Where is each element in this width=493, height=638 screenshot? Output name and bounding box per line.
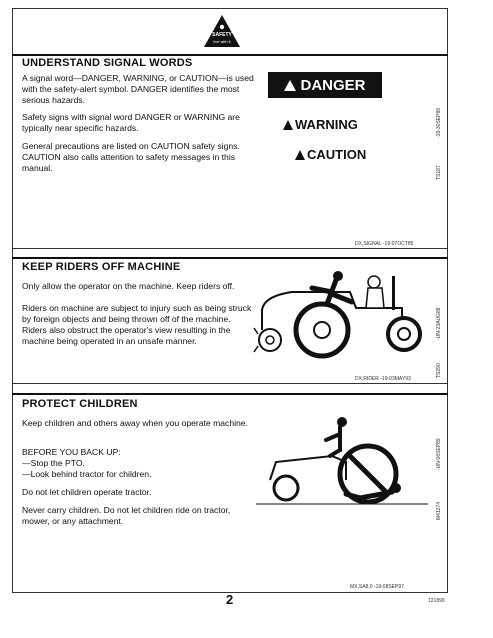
paragraph: Riders on machine are subject to injury such as being struck by foreign objects and being thrown off of the machine. Riders also obstruct the operator's view resulting in the machine being operated in an unsafe manner. <box>22 303 252 346</box>
section-heading: UNDERSTAND SIGNAL WORDS <box>22 57 193 69</box>
logo-line2: live with it <box>213 39 231 44</box>
caution-sign <box>295 147 366 162</box>
logo-line1: SAFETY <box>212 32 232 38</box>
alert-triangle-icon <box>284 80 296 91</box>
paragraph: BEFORE YOU BACK UP: —Stop the PTO. —Look behind tractor for children. <box>22 447 152 479</box>
paragraph: A signal word—DANGER, WARNING, or CAUTION—is used with the safety-alert symbol. DANGER identifies the most serious hazards. <box>22 73 254 105</box>
paragraph: Safety signs with signal word DANGER or WARNING are typically near specific hazards. <box>22 112 240 133</box>
alert-triangle-icon <box>283 120 293 130</box>
tractor-children-illustration <box>256 410 428 510</box>
section-rule <box>12 54 448 56</box>
side-code: -UN-23AUG88 <box>436 307 442 340</box>
section-heading: PROTECT CHILDREN <box>22 398 138 410</box>
side-code: TS187 <box>436 165 442 180</box>
section-heading: KEEP RIDERS OFF MACHINE <box>22 261 181 273</box>
section-divider <box>12 248 448 249</box>
paragraph: Only allow the operator on the machine. Keep riders off. <box>22 281 235 291</box>
paragraph: Do not let children operate tractor. <box>22 487 152 497</box>
section-divider <box>12 383 448 384</box>
danger-label: DANGER <box>300 76 366 94</box>
caution-label: CAUTION <box>307 147 367 162</box>
safety-logo <box>202 14 242 48</box>
section-rule <box>12 257 448 259</box>
tractor-rider-illustration <box>252 268 428 364</box>
side-code: -19-30SEP88 <box>436 107 442 138</box>
footer-code: DX,RIDER -19-03MAY93 <box>355 376 411 382</box>
footer-code: MX,SA8,0 -19-08SEP97 <box>350 584 404 590</box>
alert-triangle-icon <box>295 150 305 160</box>
side-code: TS290 <box>436 363 442 378</box>
danger-sign <box>268 72 382 98</box>
page-number: 2 <box>226 592 234 607</box>
side-code: M41274 <box>436 501 442 520</box>
warning-label: WARNING <box>295 117 358 132</box>
paragraph: Never carry children. Do not let children ride on tractor, mower, or any attachment. <box>22 505 231 526</box>
footer-code: DX,SIGNAL -19-07OCT85 <box>355 241 414 247</box>
side-code: -UN-06SEP89 <box>436 438 442 470</box>
section-rule <box>12 393 448 395</box>
paragraph: Keep children and others away when you operate machine. <box>22 418 248 428</box>
document-code: 121899 <box>428 598 445 604</box>
warning-sign <box>283 117 358 132</box>
paragraph: General precautions are listed on CAUTION safety signs. CAUTION also calls attention to safety messages in this manual. <box>22 141 240 173</box>
